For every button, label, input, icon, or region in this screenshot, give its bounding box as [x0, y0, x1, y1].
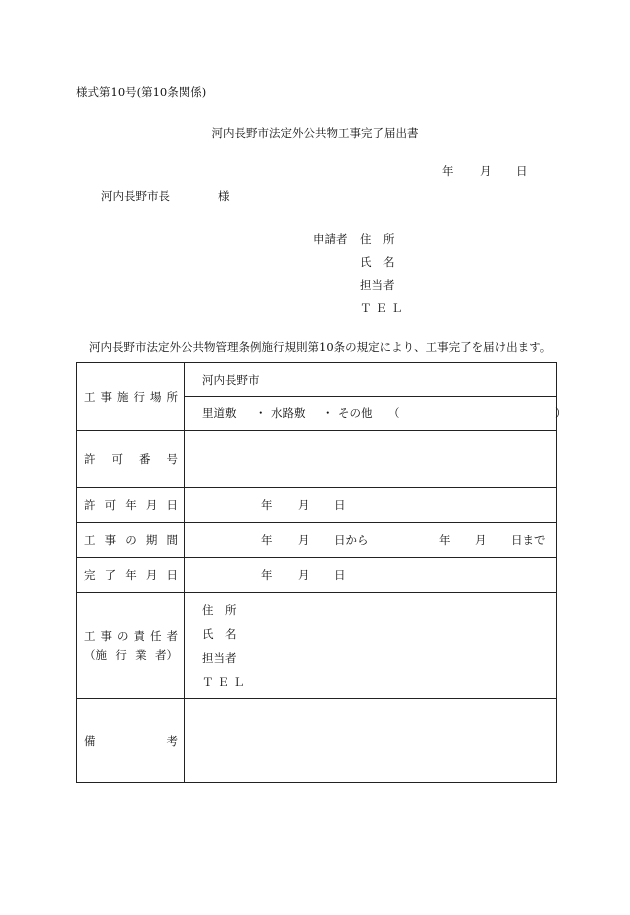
- addressee-honorific: 様: [218, 189, 230, 203]
- period-label: 工 事 の 期 間: [84, 533, 178, 547]
- applicant-tel-label: ＴＥＬ: [360, 301, 407, 315]
- option-road: 里道敷: [202, 405, 237, 420]
- option-paren-close: ）: [555, 405, 567, 420]
- responsible-cell[interactable]: [185, 593, 557, 699]
- completion-year: 年: [261, 568, 273, 582]
- applicant-address-label: 住 所: [360, 232, 395, 246]
- period-cell[interactable]: [185, 523, 557, 558]
- permit-date-cell[interactable]: [185, 488, 557, 523]
- responsible-address-label: 住 所: [202, 602, 237, 617]
- period-to-month: 月: [475, 533, 487, 547]
- completion-date-label-cell: [77, 558, 185, 593]
- period-from-month: 月: [298, 533, 310, 547]
- responsible-tel-label: ＴＥＬ: [202, 674, 249, 689]
- option-other: その他: [338, 405, 373, 420]
- permit-number-label: 許 可 番 号: [84, 452, 178, 466]
- date-year: 年: [442, 164, 454, 178]
- option-sep-1: ・: [255, 405, 267, 420]
- location-options: [185, 405, 567, 423]
- addressee-name: 河内長野市長: [101, 189, 170, 203]
- responsible-person-label: 担当者: [202, 650, 237, 665]
- period-to-year: 年: [439, 533, 451, 547]
- statement-text: 河内長野市法定外公共物管理条例施行規則第10条の規定により、工事完了を届け出ます。: [89, 340, 552, 354]
- permit-day: 日: [334, 498, 346, 512]
- date-month: 月: [480, 164, 492, 178]
- permit-date-label: 許 可 年 月 日: [84, 498, 178, 512]
- permit-date-label-cell: [77, 488, 185, 523]
- location-label-cell: [77, 363, 185, 431]
- responsible-label-line2: （施 行 業 者）: [84, 647, 178, 662]
- completion-day: 日: [334, 568, 346, 582]
- period-to-day: 日まで: [511, 533, 546, 547]
- completion-date-cell[interactable]: [185, 558, 557, 593]
- date-day: 日: [516, 164, 528, 178]
- responsible-label-line1: 工 事 の 責 任 者: [84, 628, 178, 643]
- period-from-day: 日から: [334, 533, 369, 547]
- applicant-name-label: 氏 名: [360, 255, 395, 269]
- period-label-cell: [77, 523, 185, 558]
- document-title: 河内長野市法定外公共物工事完了届出書: [211, 126, 419, 140]
- location-options-cell[interactable]: [185, 397, 567, 431]
- permit-year: 年: [261, 498, 273, 512]
- applicant-person-label: 担当者: [360, 278, 395, 292]
- location-city: 河内長野市: [202, 372, 260, 387]
- option-waterway: 水路敷: [271, 405, 306, 420]
- form-number: 様式第10号(第10条関係): [76, 85, 207, 99]
- option-sep-2: ・: [322, 405, 334, 420]
- location-label: 工 事 施 行 場 所: [84, 389, 178, 404]
- applicant-label: 申請者: [313, 232, 348, 246]
- completion-month: 月: [298, 568, 310, 582]
- responsible-label-cell: [77, 593, 185, 699]
- period-from-year: 年: [261, 533, 273, 547]
- form-table: [76, 362, 567, 783]
- option-paren-open: （: [388, 405, 400, 420]
- remarks-label: 備 考: [84, 733, 178, 748]
- remarks-label-cell: [77, 699, 185, 783]
- remarks-cell[interactable]: [185, 699, 557, 783]
- permit-number-cell[interactable]: [185, 431, 557, 488]
- location-city-cell[interactable]: [185, 363, 557, 397]
- permit-number-label-cell: [77, 431, 185, 488]
- permit-month: 月: [298, 498, 310, 512]
- responsible-name-label: 氏 名: [202, 626, 237, 641]
- completion-date-label: 完 了 年 月 日: [84, 568, 178, 582]
